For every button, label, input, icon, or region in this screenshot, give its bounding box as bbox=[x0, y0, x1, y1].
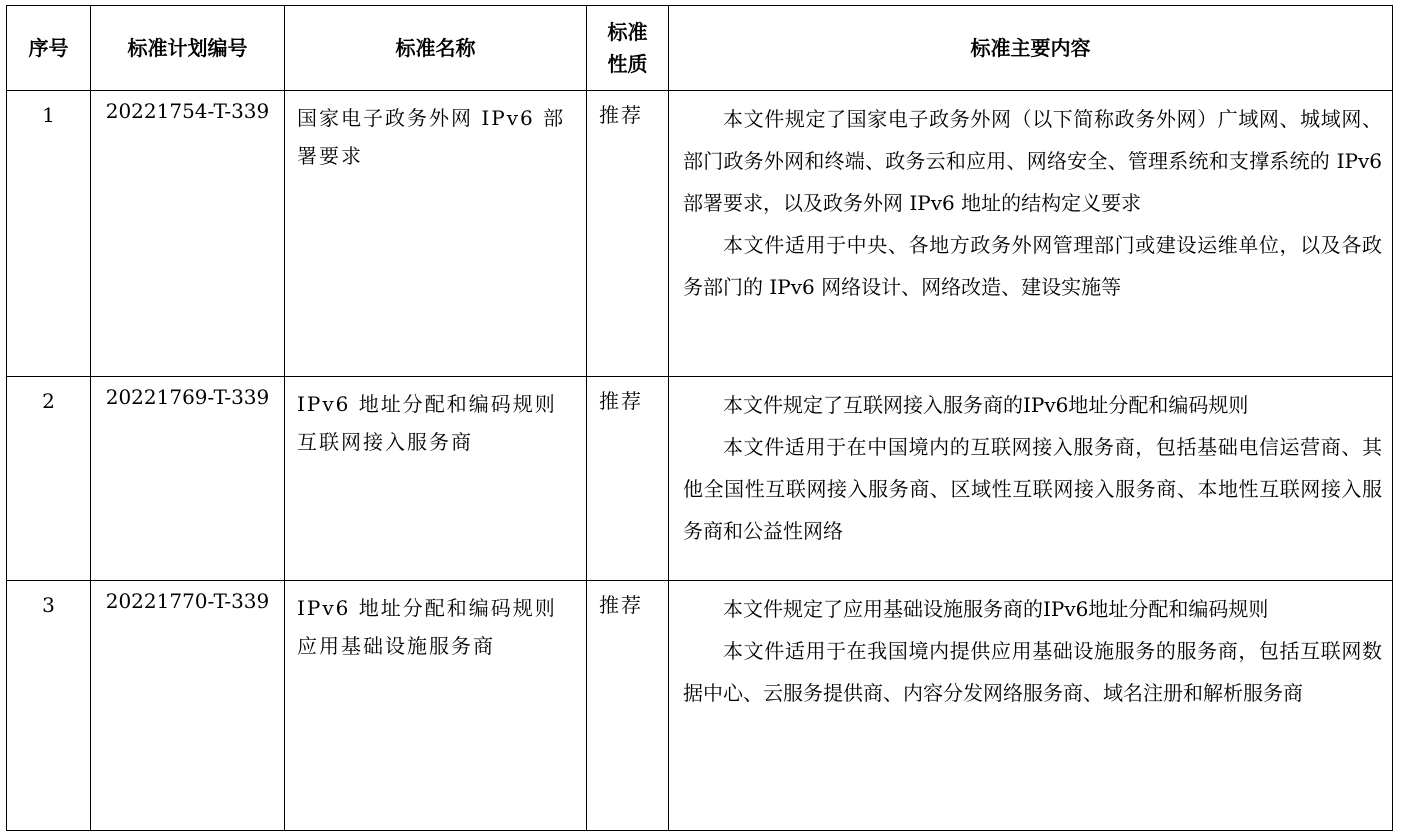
row-kind: 推荐 bbox=[587, 377, 669, 581]
header-content: 标准主要内容 bbox=[669, 6, 1393, 91]
header-no: 序号 bbox=[7, 6, 91, 91]
row-content bbox=[669, 581, 1393, 831]
table-row bbox=[7, 581, 1393, 831]
row-content bbox=[669, 377, 1393, 581]
header-kind-line2: 性质 bbox=[607, 52, 648, 76]
row-plan-code: 20221769-T-339 bbox=[91, 377, 285, 581]
content-paragraph: 本文件规定了国家电子政务外网（以下简称政务外网）广域网、城域网、部门政务外网和终端、政务云和应用、网络安全、管理系统和支撑系统的 IPv6 部署要求，以及政务外网 IPv6 地址的结构定义要求 bbox=[683, 107, 1382, 215]
row-kind: 推荐 bbox=[587, 581, 669, 831]
header-name: 标准名称 bbox=[285, 6, 587, 91]
table-row bbox=[7, 91, 1393, 377]
header-plan-code: 标准计划编号 bbox=[91, 6, 285, 91]
row-plan-code: 20221754-T-339 bbox=[91, 91, 285, 377]
standards-table bbox=[6, 5, 1393, 831]
row-no: 1 bbox=[7, 91, 91, 377]
header-kind-line1: 标准 bbox=[607, 20, 648, 44]
row-name: 国家电子政务外网 IPv6 部署要求 bbox=[285, 91, 587, 377]
row-no: 2 bbox=[7, 377, 91, 581]
content-paragraph: 本文件适用于在中国境内的互联网接入服务商，包括基础电信运营商、其他全国性互联网接入服务商、区域性互联网接入服务商、本地性互联网接入服务商和公益性网络 bbox=[683, 435, 1382, 543]
row-plan-code: 20221770-T-339 bbox=[91, 581, 285, 831]
content-paragraph: 本文件适用于中央、各地方政务外网管理部门或建设运维单位，以及各政务部门的 IPv6 网络设计、网络改造、建设实施等 bbox=[683, 233, 1382, 299]
row-name: IPv6 地址分配和编码规则 应用基础设施服务商 bbox=[285, 581, 587, 831]
standards-table-sheet bbox=[6, 5, 1393, 831]
content-paragraph: 本文件规定了应用基础设施服务商的IPv6地址分配和编码规则 bbox=[723, 597, 1269, 621]
header-kind bbox=[587, 6, 669, 91]
row-no: 3 bbox=[7, 581, 91, 831]
table-header-row bbox=[7, 6, 1393, 91]
table-row bbox=[7, 377, 1393, 581]
row-name: IPv6 地址分配和编码规则 互联网接入服务商 bbox=[285, 377, 587, 581]
content-paragraph: 本文件适用于在我国境内提供应用基础设施服务的服务商，包括互联网数据中心、云服务提供商、内容分发网络服务商、域名注册和解析服务商 bbox=[683, 639, 1382, 705]
row-kind: 推荐 bbox=[587, 91, 669, 377]
row-content bbox=[669, 91, 1393, 377]
content-paragraph: 本文件规定了互联网接入服务商的IPv6地址分配和编码规则 bbox=[723, 393, 1249, 417]
